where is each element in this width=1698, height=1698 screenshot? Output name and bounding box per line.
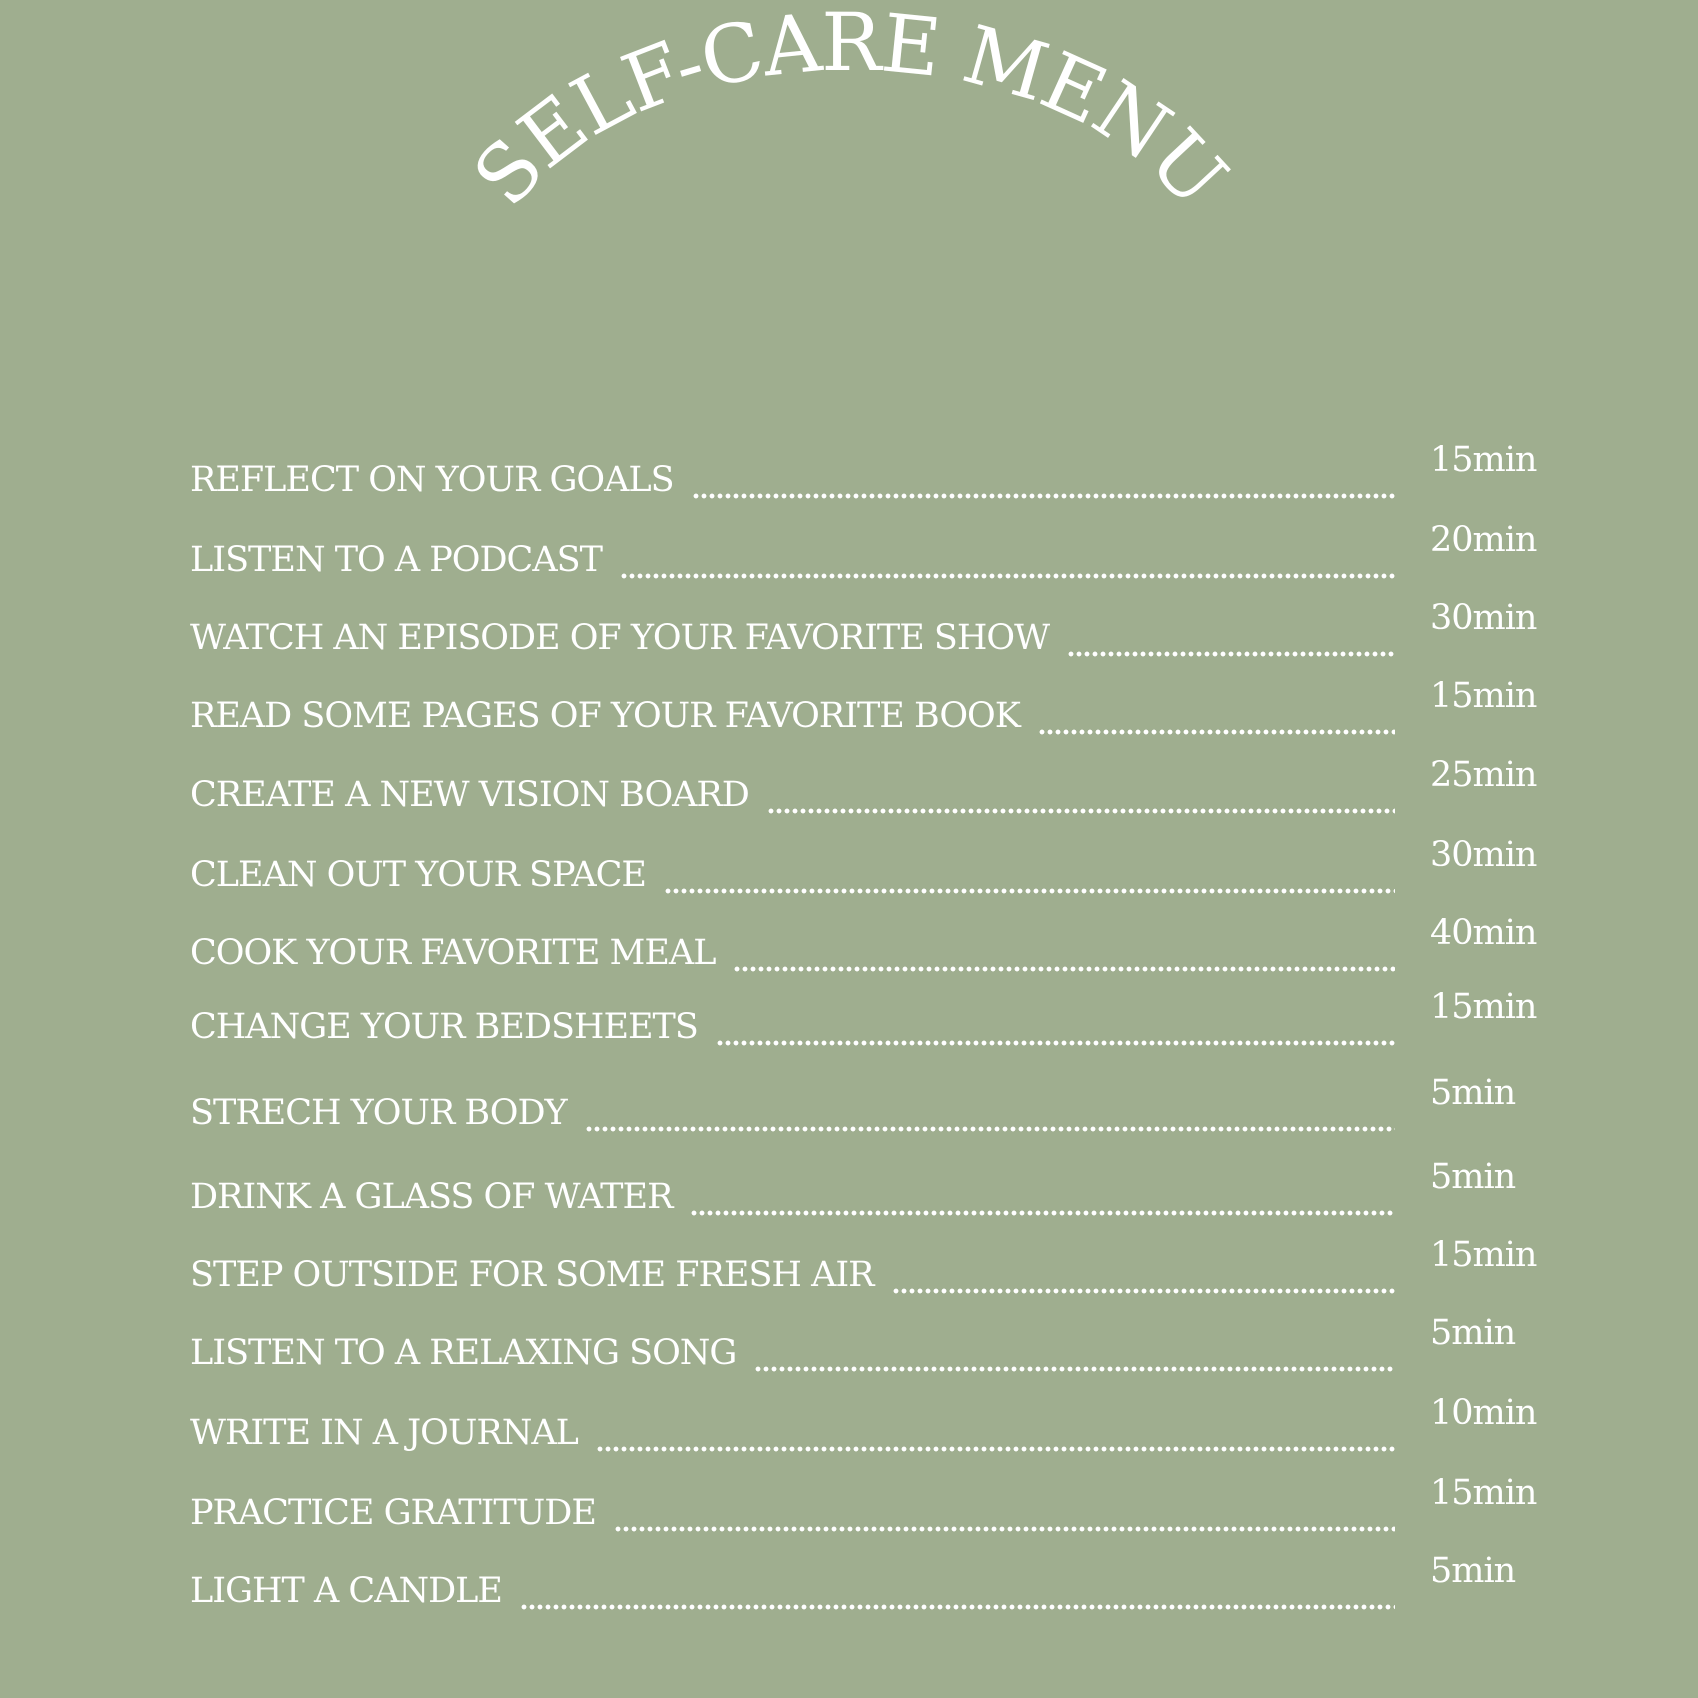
dotted-leader — [1067, 650, 1395, 658]
menu-item — [190, 835, 1540, 895]
dotted-leader — [767, 807, 1395, 815]
menu-item-time: 15min — [1430, 1235, 1537, 1275]
menu-item — [190, 598, 1540, 658]
dotted-leader — [614, 1525, 1395, 1533]
menu-item — [190, 1313, 1540, 1373]
menu-item-label: STEP OUTSIDE FOR SOME FRESH AIR — [190, 1255, 874, 1295]
menu-item-time: 15min — [1430, 987, 1537, 1027]
dotted-leader — [754, 1365, 1395, 1373]
menu-item — [190, 755, 1540, 815]
menu-item-time: 5min — [1430, 1157, 1516, 1197]
menu-item — [190, 1473, 1540, 1533]
menu-item-label: COOK YOUR FAVORITE MEAL — [190, 933, 716, 973]
menu-item-label: LIGHT A CANDLE — [190, 1571, 502, 1611]
menu-title — [456, 0, 1244, 223]
menu-item — [190, 987, 1540, 1047]
menu-item-time: 25min — [1430, 755, 1537, 795]
menu-item — [190, 913, 1540, 973]
dotted-leader — [733, 965, 1395, 973]
menu-item-time: 30min — [1430, 598, 1537, 638]
menu-item-label: WATCH AN EPISODE OF YOUR FAVORITE SHOW — [190, 618, 1050, 658]
menu-item — [190, 1235, 1540, 1295]
dotted-leader — [1038, 728, 1395, 736]
dotted-leader — [664, 887, 1395, 895]
menu-item — [190, 676, 1540, 736]
menu-item-label: LISTEN TO A PODCAST — [190, 540, 602, 580]
menu-item-label: LISTEN TO A RELAXING SONG — [190, 1333, 737, 1373]
menu-item-label: CLEAN OUT YOUR SPACE — [190, 855, 646, 895]
menu-item-label: STRECH YOUR BODY — [190, 1093, 567, 1133]
menu-item-time: 5min — [1430, 1073, 1516, 1113]
menu-item-label: REFLECT ON YOUR GOALS — [190, 460, 674, 500]
dotted-leader — [716, 1039, 1395, 1047]
dotted-leader — [692, 492, 1395, 500]
menu-item — [190, 520, 1540, 580]
dotted-leader — [585, 1125, 1395, 1133]
menu-item — [190, 1073, 1540, 1133]
menu-item-time: 40min — [1430, 913, 1537, 953]
dotted-leader — [620, 572, 1395, 580]
menu-item-label: CHANGE YOUR BEDSHEETS — [190, 1007, 698, 1047]
menu-item-time: 15min — [1430, 676, 1537, 716]
menu-item — [190, 1157, 1540, 1217]
menu-item-time: 20min — [1430, 520, 1537, 560]
menu-item — [190, 440, 1540, 500]
menu-item-label: READ SOME PAGES OF YOUR FAVORITE BOOK — [190, 696, 1020, 736]
menu-item-time: 30min — [1430, 835, 1537, 875]
menu-item-time: 15min — [1430, 1473, 1537, 1513]
menu-item — [190, 1393, 1540, 1453]
dotted-leader — [520, 1603, 1395, 1611]
dotted-leader — [690, 1209, 1395, 1217]
menu-item-label: WRITE IN A JOURNAL — [190, 1413, 578, 1453]
menu-item-time: 5min — [1430, 1313, 1516, 1353]
menu-item-time: 10min — [1430, 1393, 1537, 1433]
menu-item-label: DRINK A GLASS OF WATER — [190, 1177, 673, 1217]
menu-title-arc — [0, 0, 1698, 360]
menu-item-label: PRACTICE GRATITUDE — [190, 1493, 596, 1533]
menu-item-time: 5min — [1430, 1551, 1516, 1591]
menu-item — [190, 1551, 1540, 1611]
dotted-leader — [892, 1287, 1395, 1295]
menu-title-text: SELF-CARE MENU — [455, 0, 1244, 224]
menu-item-time: 15min — [1430, 440, 1537, 480]
dotted-leader — [596, 1445, 1395, 1453]
menu-item-label: CREATE A NEW VISION BOARD — [190, 775, 749, 815]
